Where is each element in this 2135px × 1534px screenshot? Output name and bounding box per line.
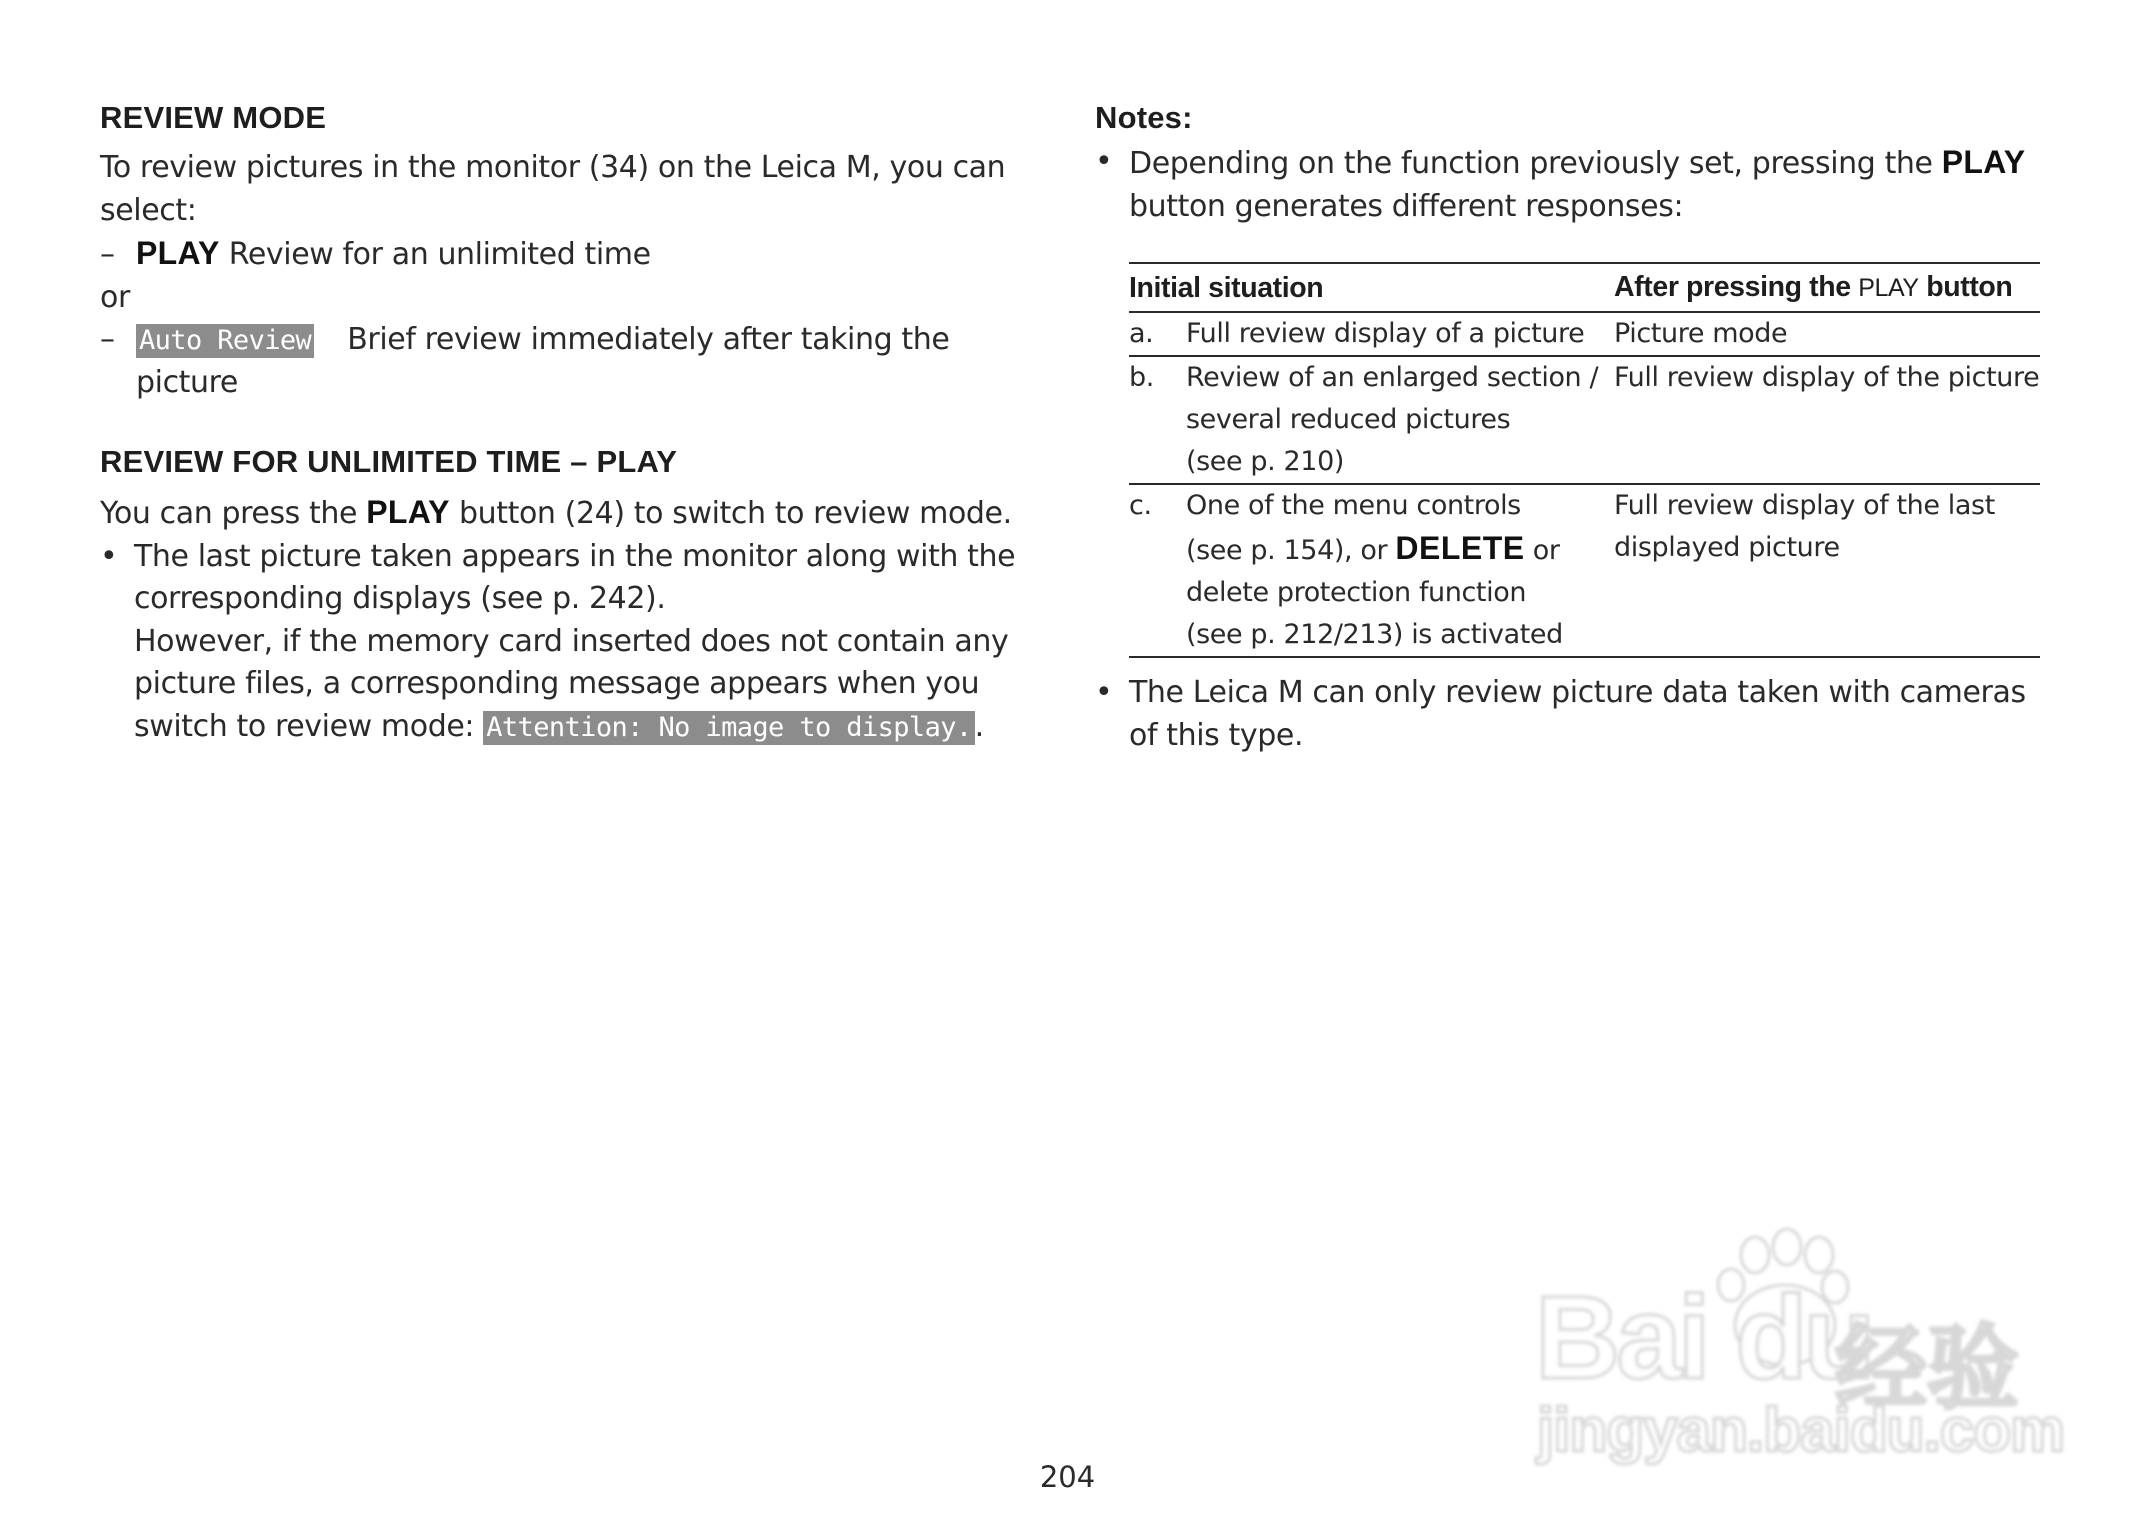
delete-key-label: DELETE xyxy=(1395,530,1525,566)
table-row xyxy=(1129,484,2040,657)
responses-table xyxy=(1129,262,2040,658)
row-letter: c. xyxy=(1129,484,1186,657)
table-row xyxy=(1129,312,2040,356)
header-play-key: PLAY xyxy=(1858,274,1919,302)
row-initial-line: (see p. 212/213) is activated xyxy=(1186,619,1563,650)
note-1-before: Depending on the function previously set, pressing the xyxy=(1129,146,1942,181)
unlimited-heading-key: PLAY xyxy=(596,444,678,479)
watermark-brand: Bai du xyxy=(1535,1272,1872,1404)
header-after xyxy=(1614,263,2040,312)
dash-marker: – xyxy=(100,322,115,357)
intro-before: You can press the xyxy=(100,496,367,531)
bullet-line-2-text: However, if the memory card inserted does not contain any picture files, a corresponding message appears when you switch to review mode: xyxy=(134,623,1009,744)
option-auto-review-text: Brief review immediately after taking the picture xyxy=(136,322,950,400)
note-2-text: The Leica M can only review picture data taken with cameras of this type. xyxy=(1129,675,2026,753)
dash-marker: – xyxy=(100,237,115,272)
option-play xyxy=(100,232,1040,277)
table-row xyxy=(1129,356,2040,484)
watermark-url: jingyan.baidu.com xyxy=(1537,1396,2065,1465)
bullet-end: . xyxy=(974,708,984,744)
row-initial xyxy=(1186,484,1614,657)
play-key-label: PLAY xyxy=(136,235,220,271)
notes-heading: Notes: xyxy=(1095,100,1193,135)
row-initial-line: Review of an enlarged section / xyxy=(1186,362,1599,393)
row-initial-text: (see p. 154), or xyxy=(1186,535,1396,566)
unlimited-heading xyxy=(100,439,1040,485)
bullet-line-2 xyxy=(134,621,1040,749)
row-initial-line xyxy=(1186,527,1604,572)
intro-after: button (24) to switch to review mode. xyxy=(449,496,1012,531)
review-mode-heading: REVIEW MODE xyxy=(100,100,327,135)
option-play-text: Review for an unlimited time xyxy=(219,237,651,272)
no-image-message-chip: Attention: No image to display. xyxy=(483,711,974,745)
unlimited-bullet xyxy=(100,536,1040,749)
unlimited-intro xyxy=(100,491,1040,536)
row-after xyxy=(1614,484,2040,657)
watermark-chinese: 经验 xyxy=(1835,1318,2020,1420)
note-2 xyxy=(1095,672,2040,757)
row-letter: b. xyxy=(1129,356,1186,484)
note-1 xyxy=(1095,141,2040,228)
bullet-marker: • xyxy=(1095,675,1113,710)
row-letter: a. xyxy=(1129,312,1186,356)
note-1-after: button generates different responses: xyxy=(1129,188,1684,224)
row-after: Full review display of the picture xyxy=(1614,356,2040,484)
auto-review-display-chip: Auto Review xyxy=(136,324,314,358)
row-initial xyxy=(1186,356,1614,484)
option-auto-review xyxy=(100,319,1040,404)
header-after-text: After pressing the xyxy=(1614,271,1859,303)
left-column xyxy=(100,95,1040,748)
bullet-line-1: The last picture taken appears in the monitor along with the corresponding displays (see p. 242). xyxy=(134,538,1016,616)
play-key-label: PLAY xyxy=(366,494,450,530)
header-after-end: button xyxy=(1918,271,2013,303)
bullet-marker: • xyxy=(1095,144,1113,179)
row-initial-line: (see p. 210) xyxy=(1186,446,1344,477)
row-initial: Full review display of a picture xyxy=(1186,312,1614,356)
row-after-line: displayed picture xyxy=(1614,532,1840,563)
right-column xyxy=(1095,95,2040,757)
page-number: 204 xyxy=(1039,1460,1096,1494)
review-mode-intro: To review pictures in the monitor (34) on the Leica M, you can select: xyxy=(100,150,1006,228)
header-initial: Initial situation xyxy=(1129,263,1614,312)
row-initial-line: delete protection function xyxy=(1186,577,1527,608)
bullet-marker: • xyxy=(100,538,118,574)
or-text: or xyxy=(100,279,130,315)
row-after: Picture mode xyxy=(1614,312,2040,356)
row-initial-line: several reduced pictures xyxy=(1186,404,1511,435)
play-key-label: PLAY xyxy=(1941,144,2026,180)
row-initial-text: or xyxy=(1524,535,1560,566)
unlimited-heading-text: REVIEW FOR UNLIMITED TIME – xyxy=(100,444,597,479)
baidu-watermark xyxy=(1535,1225,2065,1465)
row-after-line: Full review display of the last xyxy=(1614,490,1995,521)
row-initial-line: One of the menu controls xyxy=(1186,490,1521,521)
